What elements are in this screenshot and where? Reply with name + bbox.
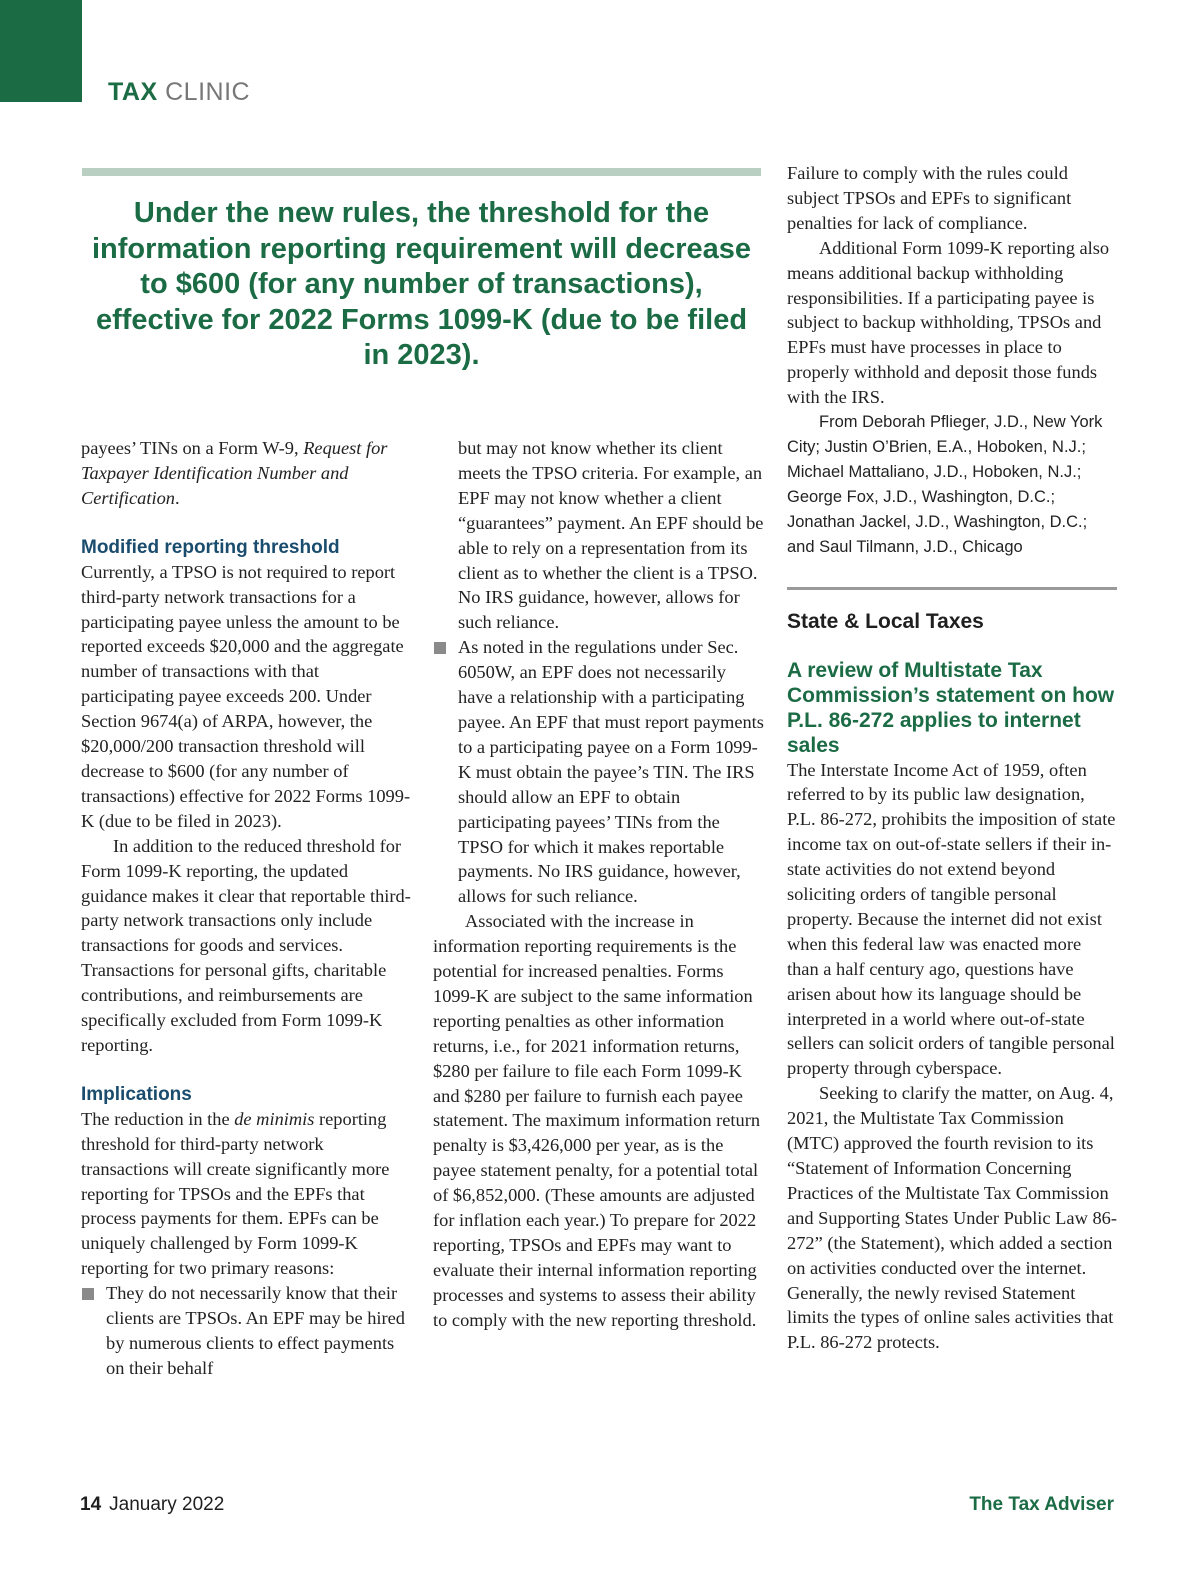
- column-1: [81, 436, 413, 1381]
- author-byline: From Deborah Pflieger, J.D., New York City; Justin O’Brien, E.A., Hoboken, N.J.; Michael Mattaliano, J.D., Hoboken, N.J.; George Fox, J.D., Washington, D.C.; Jonathan Jackel, J.D., Washington, D.C.; and Saul Tilmann, J.D., Chicago: [787, 413, 1103, 556]
- paragraph: In addition to the reduced threshold for Form 1099-K reporting, the updated guidance makes it clear that reportable third-party network transactions only include transactions for goods and services. Transactions for personal gifts, charitable contributions, and reimbursements are specifically excluded from Form 1099-K reporting.: [81, 835, 411, 1055]
- paragraph-text: reporting threshold for third-party network transactions will create significantly more reporting for TPSOs and the EPFs that process payments for them. EPFs can be uniquely challenged by Form 1099-K reporting for two primary reasons:: [81, 1108, 390, 1279]
- intro-text: payees’ TINs on a Form W-9,: [81, 438, 304, 458]
- publication-name: The Tax Adviser: [969, 1494, 1114, 1515]
- section-color-tab: [0, 0, 82, 102]
- paragraph: Failure to comply with the rules could subject TPSOs and EPFs to significant penalties for lack of compliance.: [787, 163, 1072, 233]
- paragraph: Currently, a TPSO is not required to report third-party network transactions for a participating payee unless the amount to be reported exceeds $20,000 and the aggregate number of transactions with that participating payee exceeds 200. Under Section 9674(a) of ARPA, however, the $20,000/200 transaction threshold will decrease to $600 (for any number of transactions) effective for 2022 Forms 1099-K (due to be filed in 2023).: [81, 561, 411, 831]
- bullet-text: They do not necessarily know that their clients are TPSOs. An EPF may be hired by numerous clients to effect payments on their behalf: [106, 1283, 405, 1378]
- bullet-item: [81, 1281, 413, 1381]
- form-title: Request for Taxpayer Identification Number and Certification: [81, 438, 388, 508]
- intro-suffix: .: [175, 487, 180, 508]
- paragraph: The Interstate Income Act of 1959, often referred to by its public law designation, P.L. 86-272, prohibits the imposition of state income tax on out-of-state sellers if their in-state activities do not extend beyond soliciting orders of tangible personal property. Because the internet did not exist when this federal law was enacted more than a half century ago, questions have arisen about how its language should be interpreted in a world where out-of-state sellers can solicit orders of tangible personal property through cyberspace.: [787, 759, 1116, 1079]
- section-label-bold: TAX: [108, 78, 158, 106]
- bullet-square-icon: [434, 642, 446, 654]
- pull-quote: Under the new rules, the threshold for the information reporting requirement will decrease to $600 (for any number of transactions), effective for 2022 Forms 1099-K (due to be filed in 2023).: [91, 197, 752, 371]
- section-divider: [787, 587, 1117, 590]
- paragraph: Associated with the increase in information reporting requirements is the potential for increased penalties. Forms 1099-K are subject to the same information reporting penalties as other information returns, i.e., for 2021 information returns, $280 per failure to file each Form 1099-K and $280 per failure to furnish each payee statement. The maximum information return penalty is $3,426,000 per year, as is the payee statement penalty, for a potential total of $6,852,000. (These amounts are adjusted for inflation each year.) To prepare for 2022 reporting, TPSOs and EPFs may want to evaluate their internal information reporting processes and systems to assess their ability to comply with the new reporting threshold.: [433, 911, 761, 1330]
- bullet-square-icon: [82, 1288, 94, 1300]
- paragraph: Seeking to clarify the matter, on Aug. 4, 2021, the Multistate Tax Commission (MTC) approved the fourth revision to its “Statement of Information Concerning Practices of the Multistate Tax Commission and Supporting States Under Public Law 86-272” (the Statement), which added a section on activities conducted over the internet. Generally, the newly revised Statement limits the types of online sales activities that P.L. 86-272 protects.: [787, 1083, 1117, 1353]
- subhead-implications: Implications: [81, 1083, 192, 1105]
- section-heading: State & Local Taxes: [787, 609, 984, 633]
- paragraph: [81, 1107, 413, 1281]
- bullet-text: As noted in the regulations under Sec. 6050W, an EPF does not necessarily have a relationship with a participating payee. An EPF that must report payments to a participating payee on a Form 1099-K must obtain the payee’s TIN. The IRS should allow an EPF to obtain participating payees’ TINs from the TPSO for which it makes reportable payments. No IRS guidance, however, allows for such reliance.: [458, 637, 764, 907]
- intro-paragraph: [81, 436, 413, 511]
- section-label-light: CLINIC: [165, 78, 251, 106]
- section-label: [108, 78, 250, 107]
- bullet-item-continued: [433, 436, 765, 635]
- bullet-text: but may not know whether its client meets the TPSO criteria. For example, an EPF may not know whether a client “guarantees” payment. An EPF should be able to rely on a representation from its client as to whether the client is a TPSO. No IRS guidance, however, allows for such reliance.: [458, 438, 764, 633]
- subhead-modified-threshold: Modified reporting threshold: [81, 536, 340, 558]
- italic-term: de minimis: [234, 1108, 315, 1129]
- pull-quote-rule: [82, 168, 761, 176]
- bullet-item: [433, 635, 765, 909]
- paragraph: Additional Form 1099-K reporting also means additional backup withholding responsibilities. If a participating payee is subject to backup withholding, TPSOs and EPFs must have processes in place to properly withhold and deposit those funds with the IRS.: [787, 237, 1110, 408]
- paragraph-text: The reduction in the: [81, 1108, 235, 1129]
- footer-folio: [80, 1494, 224, 1516]
- column-2: [433, 436, 765, 1333]
- article-heading: A review of Multistate Tax Commission’s statement on how P.L. 86-272 applies to internet sales: [787, 658, 1115, 757]
- issue-date: January 2022: [109, 1494, 225, 1515]
- column-3: [787, 161, 1117, 1355]
- page-number: 14: [80, 1494, 102, 1515]
